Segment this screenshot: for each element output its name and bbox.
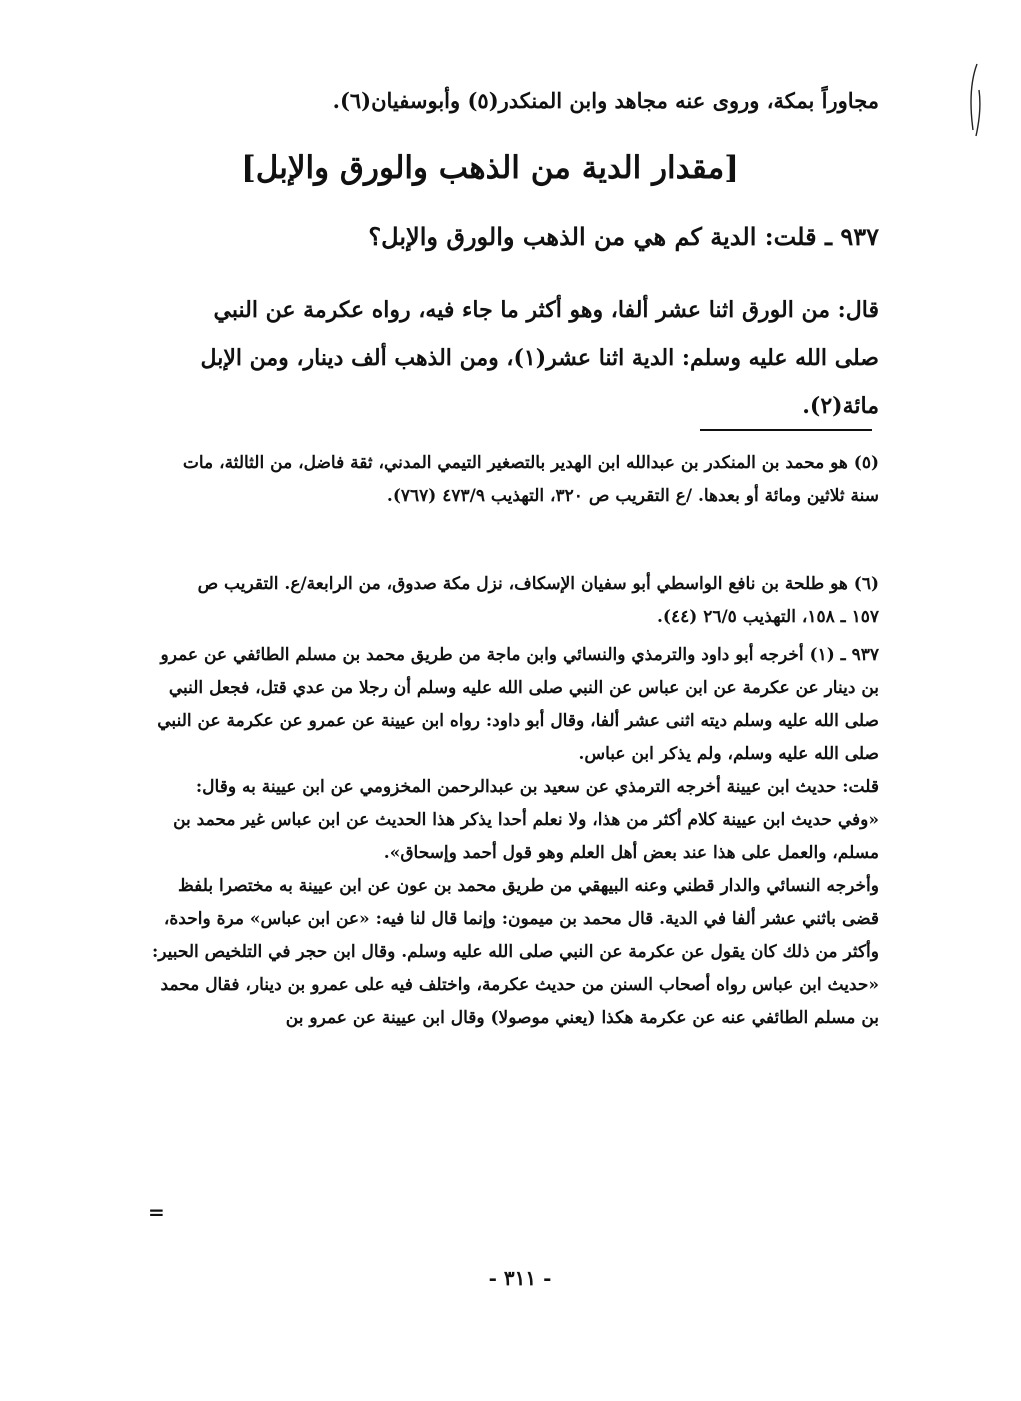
footnote-937-paragraph-3: وأخرجه النسائي والدار قطني وعنه البيهقي من طريق محمد بن عون عن ابن عيينة به مختصرا بلفظ قضى باثني عشر ألفا في الدية. قال محمد بن ميمون: وإنما قال لنا فيه: «عن ابن عباس» مرة واحدة، وأكثر من ذلك كان يقول عن عكرمة عن النبي صلى الله عليه وسلم. وقال ابن حجر في التلخيص الحبير: «حديث ابن عباس رواه أصحاب السنن من حديث عكرمة، واختلف فيه على عمرو بن دينار، فقال محمد بن مسلم الطائفي عنه عن عكرمة هكذا (يعني موصولا) وقال ابن عيينة عن عمرو بن	[151, 876, 879, 1028]
footnote-937-paragraph-2: قلت: حديث ابن عيينة أخرجه الترمذي عن سعيد بن عبدالرحمن المخزومي عن ابن عيينة به وقال: «وفي حديث ابن عيينة كلام أكثر من هذا، ولا نعلم أحدا يذكر هذا الحديث عن ابن عباس غير محمد بن مسلم، والعمل على هذا عند بعض أهل العلم وهو قول أحمد وإسحاق».	[173, 777, 879, 863]
question-937: ٩٣٧ ـ قلت: الدية كم هي من الذهب والورق والإبل؟	[368, 222, 879, 251]
footnote-937-paragraph-1: ٩٣٧ ـ (١) أخرجه أبو داود والترمذي والنسائي وابن ماجة من طريق محمد بن مسلم الطائفي عن عمرو بن دينار عن عكرمة عن ابن عباس عن النبي صلى الله عليه وسلم أن رجلا من عدي قتل، فجعل النبي صلى الله عليه وسلم ديته اثنى عشر ألفا، وقال أبو داود: رواه ابن عيينة عن عمرو عن عكرمة عن النبي صلى الله عليه وسلم، ولم يذكر ابن عباس.	[157, 645, 879, 764]
footnote-5: (٥) هو محمد بن المنكدر بن عبدالله ابن الهدير بالتصغير التيمي المدني، ثقة فاضل، من الثالثة، مات سنة ثلاثين ومائة أو بعدها. /ع التقريب ص ٣٢٠، التهذيب ٤٧٣/٩ (٧٦٧).	[182, 453, 879, 506]
footnote-6: (٦) هو طلحة بن نافع الواسطي أبو سفيان الإسكاف، نزل مكة صدوق، من الرابعة/ع. التقريب ص ١٥٧ ـ ١٥٨، التهذيب ٢٦/٥ (٤٤).	[197, 574, 879, 627]
continuation-text-line: مجاوراً بمكة، وروى عنه مجاهد وابن المنكدر(٥) وأبوسفيان(٦).	[332, 88, 879, 113]
page-number: - ٣١١ -	[488, 1266, 552, 1290]
footnote-separator	[700, 429, 872, 431]
answer-paragraph: قال: من الورق اثنا عشر ألفا، وهو أكثر ما جاء فيه، رواه عكرمة عن النبي صلى الله عليه وسلم: الدية اثنا عشر(١)، ومن الذهب ألف دينار، ومن الإبل مائة(٢).	[200, 297, 879, 419]
footnote-937-1	[149, 639, 879, 1035]
continuation-mark: =	[148, 1200, 165, 1224]
section-heading: [مقدار الدية من الذهب والورق والإبل]	[241, 150, 739, 186]
margin-handwriting-mark	[965, 60, 985, 140]
